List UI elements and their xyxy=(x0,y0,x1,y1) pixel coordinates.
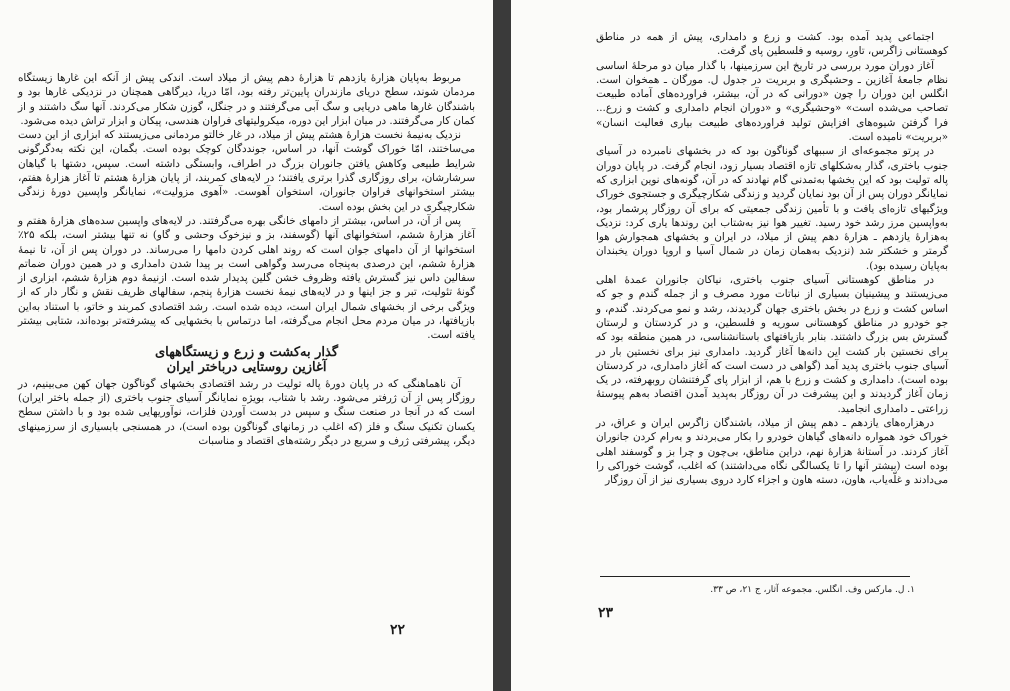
book-spine xyxy=(493,0,511,691)
right-paragraph-1: اجتماعی پدید آمده بود. کشت و زرع و دامداری، پیش از همه در مناطق کوهستانی زاگرس، تاورِ، روسیه و فلسطین پای گرفت. xyxy=(596,31,948,58)
footnote: ۱. ل. مارکس وف. انگلس. مجموعه آثار، ج ۲۱، ص ۳۳. xyxy=(710,585,915,595)
right-paragraph-4: در مناطق کوهستانی آسیای جنوب باختری، نیاکان جانوران عمدهٔ اهلی می‌زیستند و پیشینیان بسیاری از نباتات مورد مصرف و از جمله گندم و جو که اساس کشت و زرع در بخش باختری جهان گردیدند، رشد و نمو می‌کردند. گندم، و جو خودرو در مناطق کوهستانی سوریه و فلسطین، و در کردستان و لرستان گسترش بس بزرگ داشتند. بنابر بازیافتهای باستانشناسی، در همین منطقه بود که برای نخستین بار کشت این دانه‌ها آغاز گردید. دامداری نیز برای نخستین بار در آسیای جنوب باختری پدید آمد (گواهی در دست است که آغاز دامداری، در کردستان بوده است). دامداری و کشت و زرع با هم، از ابزار پای گرفتنشان روبهرفته، در یک زمان آغاز گردیدند و این پیشرفت در آن روزگار به‌پدید آمدن اقتصاد به‌هم پیوستهٔ زراعتی ـ دامداری انجامید. xyxy=(596,274,948,415)
right-page-number: ۲۳ xyxy=(598,605,614,621)
section-heading-line-1: گذار به‌کشت و زرع و زیستگاههای xyxy=(154,344,339,360)
left-page-number: ۲۲ xyxy=(390,622,406,638)
right-paragraph-5: درهزاره‌های یازدهم ـ دهم پیش از میلاد، باشندگان زاگرس ایران و عراق، در خوراک خود همواره دانه‌های گیاهان خودرو را بکار می‌بردند و به‌رام کردن جانوران آغاز کردند. در آستانهٔ هزارهٔ نهم، دراین مناطق، بی‌چون و چرا بز و گوسفند اهلی بوده است (بیشتر آنها را تا یکسالگی نگاه می‌داشتند) که اغلب، گوشت خوراکی را می‌دادند و غلّه‌یاب، هاون، دسته هاون و اجزاء کارد دروی بسیاری نیز از آن روزگار xyxy=(596,417,948,487)
left-page xyxy=(0,0,493,691)
left-paragraph-2: نزدیک به‌نیمهٔ نخست هزارهٔ هشتم پیش از میلاد، در غار خالتو مردمانی می‌زیستند که ابزاری از این دست می‌ساختند، امّا خوراک گوشت آنها، در اساس، جونددگان کوچک بوده است. بگمان، این نکته به‌دگرگونی شرایط طبیعی وکاهش یافتن جانوران بزرگ در اطراف، وابستگی داشته است. سپس، دشتها با گیاهان سرشارشان، برای روزگاری گذرا برتری یافتند؛ در لایه‌های کمربند، از پایان هزارهٔ هشتم تا آغاز هزارهٔ هفتم، بیشتر استخوانهای فراوان جانوران، استخوان آهوست. «آهوی مزولیت»، نمایانگر واپسین دورهٔ زندگی شکارچیگری در این بخش بوده است. xyxy=(18,129,475,213)
left-paragraph-1: مربوط به‌پایان هزارهٔ یازدهم تا هزارهٔ دهم پیش از میلاد است. اندکی پیش از آنکه این غارها زیستگاه مردمان شوند، سطح دریای مازندران پایین‌تر رفته بود، امّا دریا، دیرگاهی همچنان در نزدیکی غارها بود و باشندگان غارها ماهی دریایی و سگ آبی می‌گرفتند و در جنگل، گوزن شکار می‌کردند. آنها سگ داشتند و از کمان کار می‌گرفتند. در میان ابزار این دوره، میکرولیتهای فراوان هندسی، پیکان و ابزار تراش دیده می‌شود. xyxy=(18,72,475,127)
footnote-rule xyxy=(600,576,910,577)
left-paragraph-4: آن ناهماهنگی که در پایان دورهٔ پاله تولیت در رشد اقتصادی بخشهای گوناگون جهان کهن می‌بینیم، در روزگار پس از آن ژرفتر می‌شود. رشد با شتاب، بویژه نمایانگر آسیای جنوب باختری (از جمله باختر ایران) است که در آنجا در صنعت سنگ و سپس در بدست آوردن فلزات، نوآوریهایی شده بود و با داشتن سطح یکسان تکنیک سنگ و فلز (که اغلب در زمانهای گوناگون بوده است)، در همسنجی بابسیاری از سرزمینهای دیگر، پیشرفتی ژرف و سریع در دیگر رشته‌های اقتصاد و مناسبات xyxy=(18,377,475,447)
right-paragraph-2: آغاز دوران مورد بررسی در تاریخ این سرزمینها، با گذار میان دو مرحلهٔ اساسی نظام جامعهٔ آغازین ـ وحشیگری و بربریت در جدول ل. مورگان ـ همخوان است. انگلس این دوران را چون «دورانی که در آن، بیشتر، فراورده‌های آماده طبیعت تصاحب می‌شده است» «وحشیگری» و «دوران انجام دامداری و کشت و زرع... فرا گرفتن شیوه‌های افزایش تولید فراورده‌های طبیعت بیاری فعالیت انسان» «بربریت» نامیده است. xyxy=(596,59,948,144)
left-page-text xyxy=(18,71,475,448)
section-heading-line-2: آغازین روستایی درباختر ایران xyxy=(166,359,327,375)
left-paragraph-3: پس از آن، در اساس، بیشتر از دامهای خانگی بهره می‌گرفتند. در لایه‌های واپسین سده‌های هزارهٔ هفتم و آغاز هزارهٔ ششم، استخوانهای آنها (گوسفند، بز و نیزخوک وحشی و گاو) نه تنها بیشتر است، بلکه ۲۵٪ استخوانها از آن دامهای جوان است که روند اهلی کردن دامها را می‌رساند. در دوران پس از آن، تا نیمهٔ هزارهٔ ششم، این درصدی به‌پنجاه می‌رسد وگواهی است بر پیدا شدن دامداری و در همین دوران ضماتم سفالین داس نیز گسترش یافته وظروف خشن گلین پدیدار شده است. ازنیمهٔ دوم هزارهٔ ششم، ابزاری از گونهٔ تئولیت، تبر و جز اینها و در لایه‌های نیمهٔ نخست هزارهٔ پنجم، سفالهای ظریف نقش و نگار دار که از ویژگی برخی از بخشهای شمال ایران است، دیده شده است. رشد اقتصادی کمربند و خاتو، با استناد به‌این بازیافتها، در میان مردم محل انجام می‌گرفته، اما درتماس با بخشهایی که پیشرفته‌تر بوده‌اند، شتابی بیشتر یافته است. xyxy=(18,214,475,342)
right-page-text xyxy=(596,30,948,488)
right-paragraph-3: در پرتو مجموعه‌ای از سببهای گوناگون بود که در بخشهای نامبرده در آسیای جنوب باختری، گذار به‌شکلهای تازه اقتصاد بسیار زود، انجام گرفت. در پایان دوران پاله تولیت بود که این بخشها به‌تمدنی گام نهادند که در آن، گونه‌های نوین ابزاری که نمایانگر دوران پس از آن بود نمایان گردید و زندگی شکارچیگری و جستجوی خوراک ویژگیهای تازه‌ای یافت و با تأمین زندگی جمعیتی که برای آن روزگار پرشمار بود، به‌واپسین مرز رشد خود رسید. تغییر هوا نیز به‌شتاب این روندها یاری کرد: نزدیک به‌هزارهٔ یازدهم ـ هزارهٔ دهم پیش از میلاد، در ایران و بخشهای همجوارش هوا گرمتر و خشکتر شد (نزدیک به‌همان زمان در شمال آسیا و اروپا دوران یخبندان به‌پایان رسیده بود). xyxy=(596,145,948,272)
